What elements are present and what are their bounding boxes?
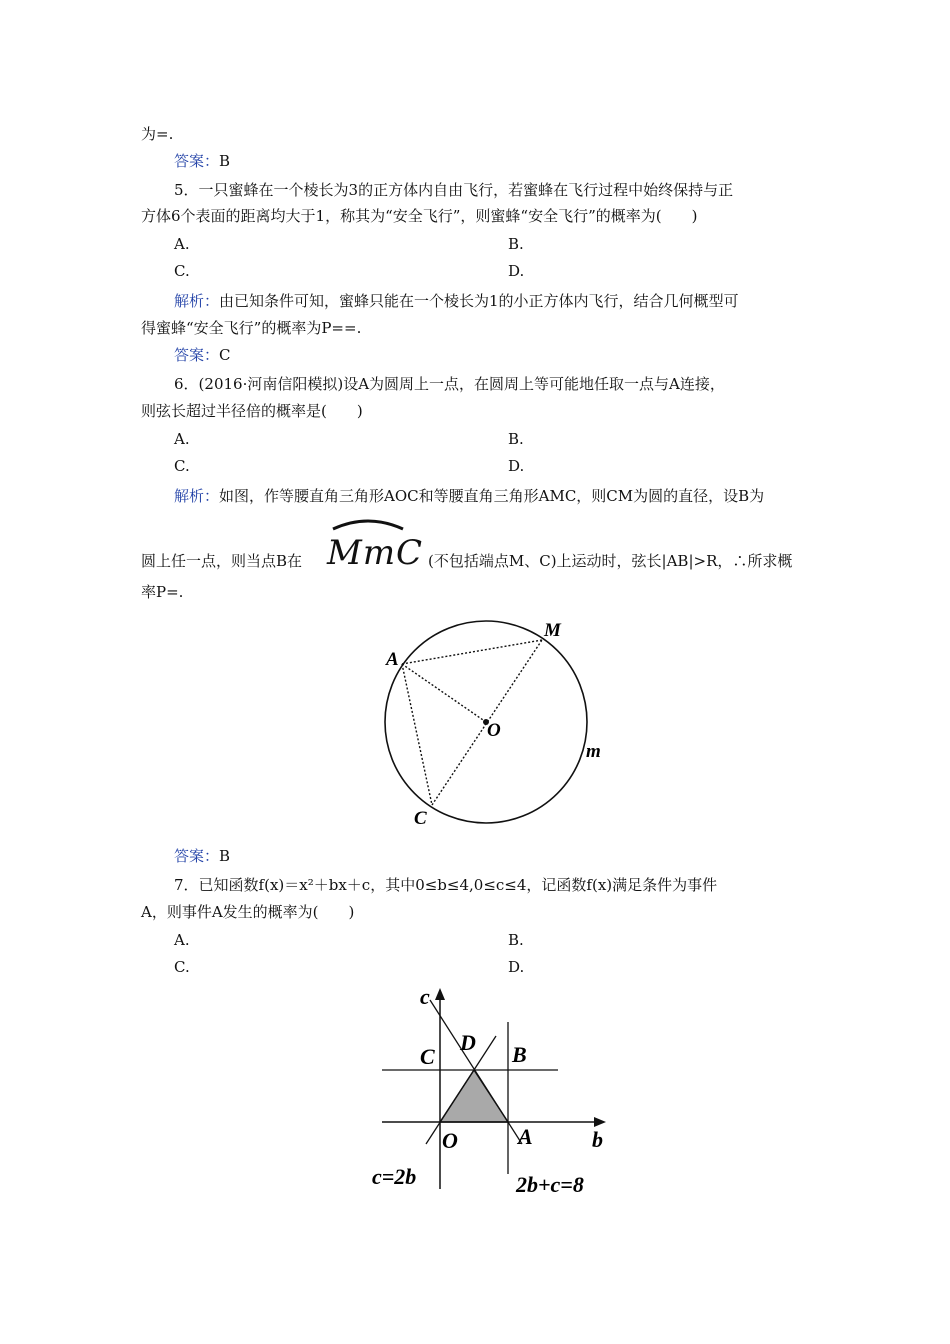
c-axis-arrow-icon bbox=[435, 988, 445, 1000]
segment-ao bbox=[402, 664, 486, 722]
label-line-c-2b: c=2b bbox=[372, 1164, 417, 1189]
question-5-options-ab bbox=[174, 234, 524, 254]
solution-5-line2: 得蜜蜂“安全飞行”的概率为P==. bbox=[141, 319, 362, 337]
label-c: C bbox=[414, 808, 427, 829]
label-d-point: D bbox=[460, 1030, 476, 1055]
solution-6-line3: 率P=. bbox=[141, 583, 184, 601]
solution-label: 解析： bbox=[174, 487, 220, 505]
question-6-line2: 则弦长超过半径倍的概率是( ) bbox=[141, 402, 363, 420]
label-m-arc: m bbox=[586, 741, 601, 762]
answer-value: C bbox=[219, 346, 231, 364]
question-5-options-cd bbox=[174, 261, 525, 281]
label-b-point: B bbox=[512, 1042, 527, 1067]
solution-6-line2a: 圆上任一点，则当点B在 bbox=[141, 552, 303, 570]
option-d: D. bbox=[508, 457, 525, 475]
solution-label: 解析： bbox=[174, 292, 220, 310]
label-o: O bbox=[487, 720, 501, 741]
question-5-line2: 方体6个表面的距离均大于1，称其为“安全飞行”，则蜜蜂“安全飞行”的概率为( ) bbox=[141, 207, 698, 225]
option-a: A. bbox=[174, 235, 190, 253]
arc-mmc-symbol bbox=[327, 515, 424, 573]
text-line: 为=. bbox=[141, 125, 174, 143]
option-c: C. bbox=[174, 262, 190, 280]
answer-label: 答案： bbox=[174, 152, 220, 170]
question-7-options-ab bbox=[174, 930, 524, 950]
option-c: C. bbox=[174, 457, 190, 475]
option-b: B. bbox=[508, 235, 524, 253]
arc-text: MmC bbox=[327, 533, 424, 573]
question-7-line1: 7．已知函数f(x)＝x²＋bx＋c，其中0≤b≤4,0≤c≤4，记函数f(x)满足条件为事件 bbox=[174, 876, 718, 894]
option-d: D. bbox=[508, 958, 525, 976]
question-6-line1: 6．(2016·河南信阳模拟)设A为圆周上一点，在圆周上等可能地任取一点与A连接， bbox=[174, 375, 725, 393]
arc-overline-icon bbox=[331, 515, 405, 531]
answer-6 bbox=[174, 846, 230, 866]
question-6-options-ab bbox=[174, 429, 524, 449]
option-b: B. bbox=[508, 430, 524, 448]
option-a: A. bbox=[174, 931, 190, 949]
shaded-region bbox=[440, 1070, 508, 1122]
option-c: C. bbox=[174, 958, 190, 976]
question-6-options-cd bbox=[174, 456, 525, 476]
answer-value: B bbox=[219, 152, 231, 170]
circle-figure bbox=[380, 612, 601, 832]
b-axis-arrow-icon bbox=[594, 1117, 606, 1127]
label-a: A bbox=[386, 649, 399, 670]
label-o-point: O bbox=[442, 1128, 458, 1153]
label-line-2b-c-8: 2b+c=8 bbox=[516, 1172, 584, 1197]
solution-6-line1 bbox=[174, 486, 764, 506]
option-b: B. bbox=[508, 931, 524, 949]
label-c-axis: c bbox=[420, 984, 430, 1009]
label-c-point: C bbox=[420, 1044, 435, 1069]
option-d: D. bbox=[508, 262, 525, 280]
solution-text: 如图，作等腰直角三角形AOC和等腰直角三角形AMC，则CM为圆的直径，设B为 bbox=[219, 487, 765, 505]
solution-5-line1 bbox=[174, 291, 739, 311]
solution-6-line2b: (不包括端点M、C)上运动时，弦长|AB|>R，∴所求概 bbox=[428, 552, 793, 570]
label-b-axis: b bbox=[592, 1127, 603, 1152]
label-a-point: A bbox=[518, 1124, 533, 1149]
answer-value: B bbox=[219, 847, 231, 865]
answer-label: 答案： bbox=[174, 346, 220, 364]
region-figure bbox=[360, 984, 630, 1204]
label-m: M bbox=[544, 620, 561, 641]
question-5-line1: 5．一只蜜蜂在一个棱长为3的正方体内自由飞行，若蜜蜂在飞行过程中始终保持与正 bbox=[174, 181, 734, 199]
answer-5 bbox=[174, 345, 231, 365]
option-a: A. bbox=[174, 430, 190, 448]
answer-4 bbox=[174, 151, 230, 171]
question-7-options-cd bbox=[174, 957, 525, 977]
question-7-line2: A，则事件A发生的概率为( ) bbox=[141, 903, 355, 921]
solution-text: 由已知条件可知，蜜蜂只能在一个棱长为1的小正方体内飞行，结合几何概型可 bbox=[219, 292, 739, 310]
answer-label: 答案： bbox=[174, 847, 220, 865]
